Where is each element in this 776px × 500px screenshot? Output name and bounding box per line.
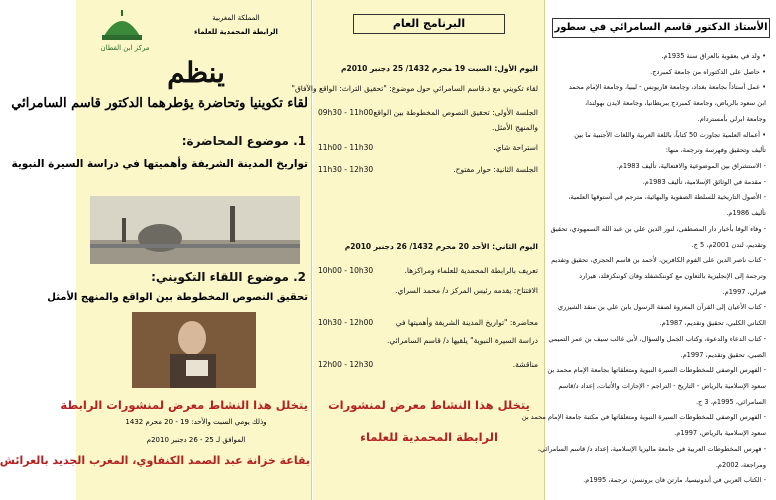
mosque-logo-icon: [94, 8, 150, 42]
biography-line: ومراجعة، 2002م.: [715, 460, 766, 469]
biography-line: تأليف وتحقيق وفهرسة وترجمة، منها:: [665, 146, 766, 155]
biography-line: الكناني الكلبي، تحقيق وتقديم، 1987م.: [659, 319, 766, 328]
biography-line: وجامعة ابرلي بأمستردام.: [697, 114, 766, 123]
day1-intro: لقاء تكويني مع د.قاسم السامرائي حول موضوع: "تحقيق التراث: الواقع والآفاق": [291, 84, 538, 93]
date-line-2: الموافق لـ 25 - 26 دجنبر 2010م: [146, 436, 246, 444]
schedule-row: والمنهج الأمثل.: [492, 123, 538, 132]
day2-schedule: [318, 266, 538, 380]
day2-title: اليوم الثاني: الأحد 20 محرم 1432/ 26 دجنبر 2010م: [344, 242, 538, 251]
lecture-topic-label: 1. موضوع المحاضرة:: [181, 134, 306, 148]
biography-line: • عمل أستاذاً بجامعة بغداد، وجامعة قاريونس - ليبيا، وجامعة الإمام محمد: [568, 83, 766, 92]
logo-text-2: الرابطة المحمدية للعلماء: [194, 28, 278, 36]
biography-line: - كتاب الأعيان إلى القرآن المعزوة لصفة الرسول بابن علي بن منقذ الشيزري: [557, 303, 766, 312]
biography-panel: [521, 0, 776, 500]
biography-header: الأستاذ الدكتور قاسم السامرائي في سطور: [552, 18, 770, 38]
invitation-panel: [0, 0, 312, 500]
program-header: البرنامج العام: [353, 14, 505, 34]
schedule-row: دراسة السيرة النبوية" يلقيها د/ قاسم السامرائي.: [386, 336, 538, 345]
lecture-topic: تواريخ المدينة الشريفة وأهميتها في دراسة السيرة النبوية: [11, 158, 308, 170]
biography-line: السامرائي، 1995م، 3 ج.: [695, 397, 766, 406]
biography-line: - الكتاب العربي في أندونيسيا، مارتن فان برونسن، ترجمة، 1995م.: [583, 476, 766, 485]
organizes-title: ينظم: [167, 56, 225, 89]
logo-caption: مركز ابن القطان: [100, 44, 150, 52]
schedule-row: الجلسة الأولى: تحقيق النصوص المخطوطة بين الواقع 09h30 - 11h00: [318, 108, 538, 117]
date-line-1: وذلك يومي السبت والأحد: 19 - 20 محرم 1432: [125, 418, 267, 426]
event-title: لقاء تكوينيا وتحاضرة يؤطرهما الدكتور قاسم السامرائي: [11, 96, 308, 111]
schedule-row: مناقشة. 12h00 - 12h30: [318, 360, 538, 369]
biography-line: سعود الإسلامية بالرياض، 1997م.: [674, 429, 766, 438]
biography-line: الضبي، تحقيق وتقديم، 1997م.: [680, 350, 766, 359]
schedule-row: الافتتاح: يقدمه رئيس المركز د/ محمد السراي.: [395, 286, 538, 295]
biography-line: • حاصل على الدكتوراه من جامعة كمبردج.: [650, 67, 766, 76]
exhibit-note-mid: يتخلل هذا النشاط معرض لمنشورات: [328, 398, 530, 412]
schedule-row: الجلسة الثانية: حوار مفتوح. 11h30 - 12h30: [318, 165, 538, 174]
biography-line: تأليف 1986م.: [726, 209, 766, 218]
biography-line: وتقديم، لندن 2001م، 5 ج.: [691, 240, 766, 249]
biography-line: وترجمة إلى الإنجليزية بالتعاون مع كوننكشفلد وفان كوننكزفلد، هيرارد: [579, 272, 766, 280]
biography-line: - الأصول التاريخية للسلطة الصفوية والبهائية، مترجم في أستوقها العلمية،: [568, 193, 766, 202]
organization-name: الرابطة المحمدية للعلماء: [360, 430, 498, 444]
biography-line: فيرلي، 1997م.: [722, 287, 766, 296]
schedule-row: استراحة شاي. 11h00 - 11h30: [318, 143, 538, 152]
day1-schedule: [318, 108, 538, 187]
biography-line: - وفاء الوفا بأخبار دار المصطفى، لنور الدين علي بن عبد الله السمهودي، تحقيق: [550, 224, 766, 233]
biography-line: - كتاب الدعاء والدعوة، وكتاب الجمل والسؤال، لأبي غالب سيف بن عمر التميمي: [548, 334, 766, 343]
biography-line: - كتاب ناصر الدين على الفوم الكافرين، لأحمد بن قاسم الحجري، تحقيق وتقديم: [551, 256, 766, 265]
medina-photo: [90, 196, 300, 264]
schedule-row: محاضرة: "تواريخ المدينة الشريفة وأهميتها في 10h30 - 12h00: [318, 318, 538, 327]
day1-title: اليوم الأول: السبت 19 محرم 1432/ 25 دجنبر 2010م: [340, 64, 538, 73]
meeting-topic-label: 2. موضوع اللقاء التكويني:: [151, 270, 306, 284]
biography-line: • ولد في بعقوبة بالعراق سنة 1935م.: [661, 52, 766, 60]
exhibit-note: يتخلل هذا النشاط معرض لمنشورات الرابطة: [60, 398, 308, 412]
venue: بقاعة خزانة عبد الصمد الكنفاوي، المغرب الجديد بالعرائش: [0, 454, 310, 467]
meeting-topic: تحقيق النصوص المخطوطة بين الواقع والمنهج الأمثل: [47, 292, 308, 303]
biography-line: • أعماله العلمية تجاوزت 50 كتاباً، باللغة العربية واللغات الأجنبية ما بين: [574, 130, 766, 139]
program-panel: [291, 0, 545, 500]
biography-line: - الفهرس الوصفي للمخطوطات السيرة النبوية ومتعلقاتها في مكتبة جامعة الإمام محمد بن: [521, 413, 766, 422]
biography-line: - فهرس المخطوطات العربية في جامعة ماليزيا الإسلامية، إعداد د/ قاسم السامرائي،: [537, 444, 766, 453]
biography-line: - مقدمة في الوثائق الإسلامية، تأليف 1983م.: [642, 177, 766, 186]
biography-line: - الاستشراق بين الموضوعية والافتعالية، تأليف 1983م.: [616, 162, 766, 170]
logo-text-1: المملكة المغربية: [212, 14, 260, 22]
biography-line: سعود الإسلامية بالرياض - التاريخ - التراجم - الإجازات والأثبات، إعداد د/قاسم: [558, 382, 766, 390]
biography-line: - الفهرس الوصفي للمخطوطات السيرة النبوية ومتعلقاتها بجامعة الإمام محمد بن: [547, 366, 766, 375]
speaker-photo: [132, 312, 256, 388]
biography-line: ابن سعود بالرياض، وجامعة كمبردج ببريطانيا، وجامعة لايدن بهولندا،: [584, 99, 766, 108]
schedule-row: تعريف بالرابطة المحمدية للعلماء ومراكزها. 10h00 - 10h30: [318, 266, 538, 275]
